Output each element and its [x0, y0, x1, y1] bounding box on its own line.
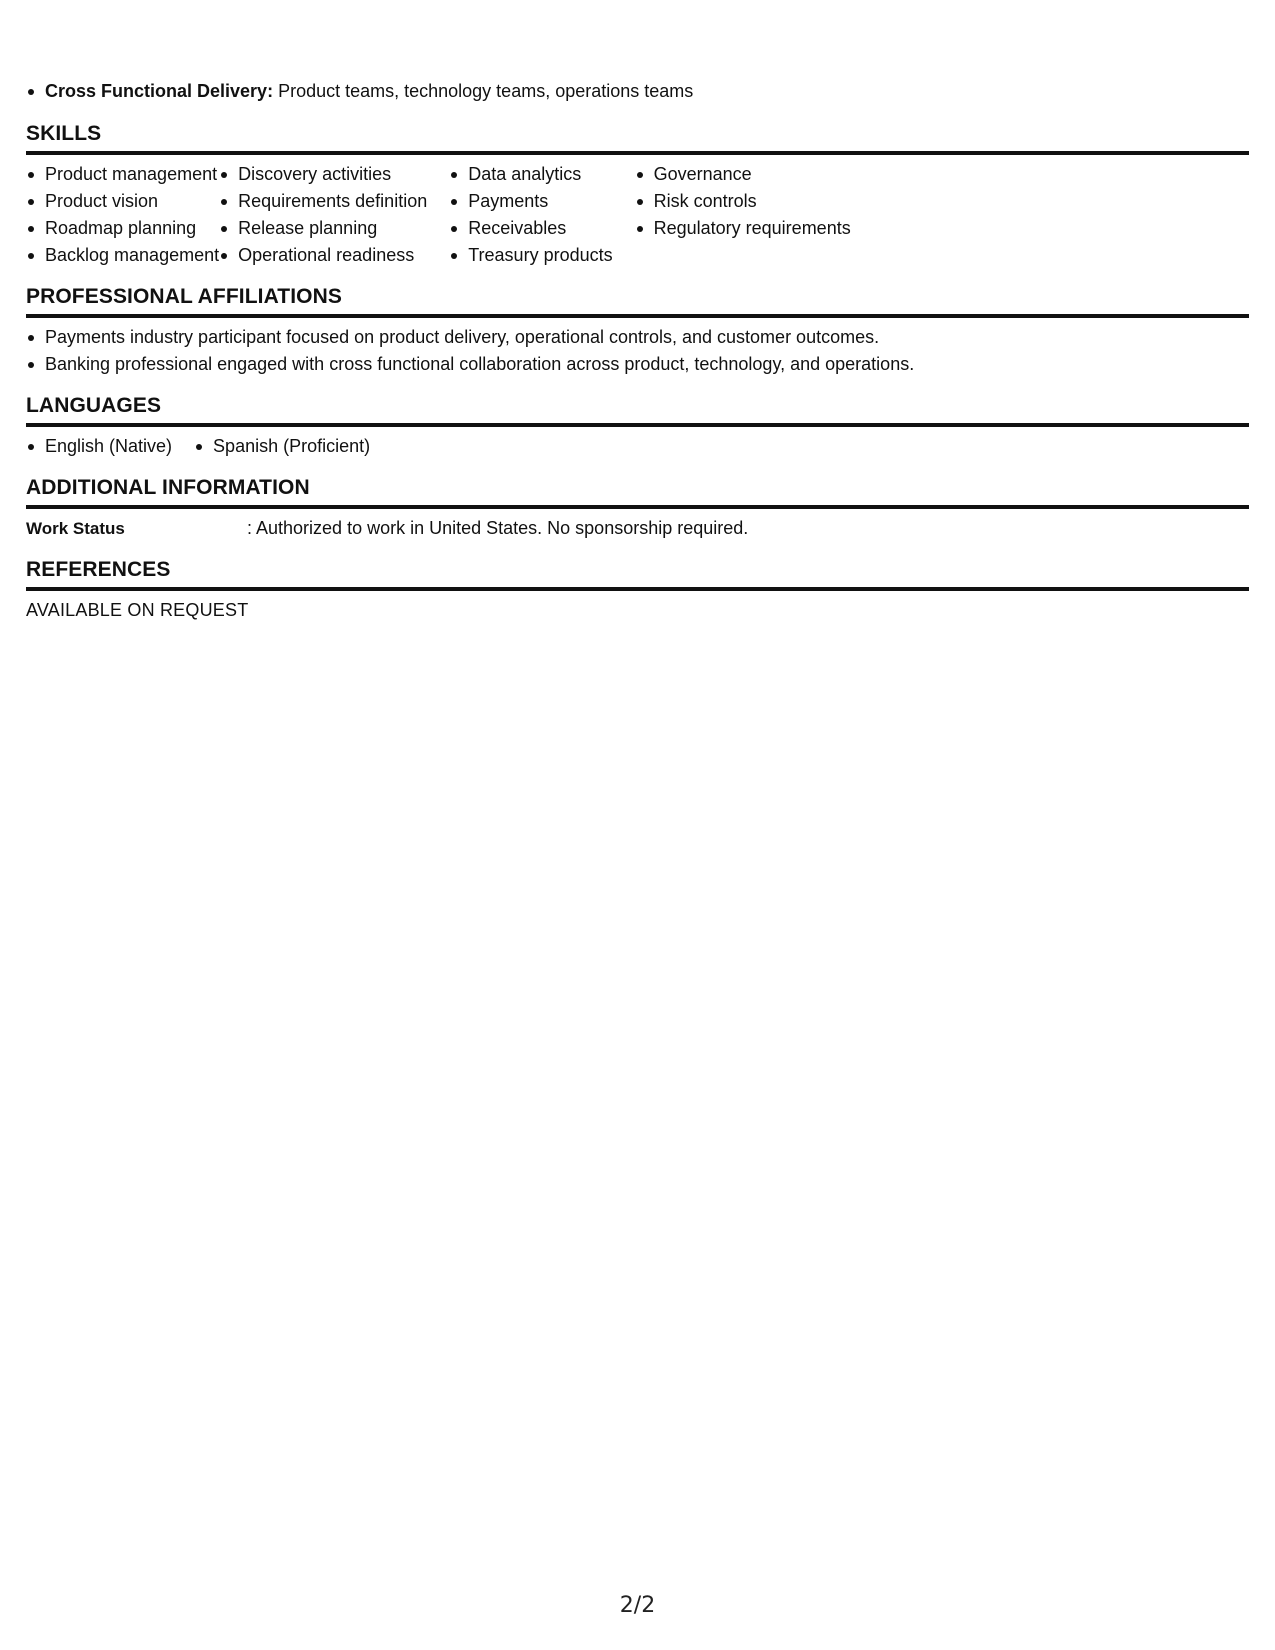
skill-item: Backlog management — [26, 242, 219, 269]
bullet-icon — [637, 226, 643, 232]
skill-item: Operational readiness — [219, 242, 427, 269]
bullet-icon — [28, 199, 34, 205]
skills-column-4 — [635, 161, 851, 269]
skill-item: Release planning — [219, 215, 427, 242]
bullet-icon — [221, 253, 227, 259]
additional-info-heading: ADDITIONAL INFORMATION — [26, 475, 1249, 509]
skills-column-3 — [449, 161, 612, 269]
affiliation-item: Banking professional engaged with cross functional collaboration across product, technology, and operations. — [26, 351, 1249, 378]
bullet-icon — [28, 444, 34, 450]
affiliations-section — [26, 284, 1249, 378]
skill-item: Receivables — [449, 215, 612, 242]
bullet-icon — [28, 362, 34, 368]
cross-functional-delivery-label: Cross Functional Delivery: — [45, 81, 274, 101]
bullet-icon — [451, 226, 457, 232]
languages-list — [26, 433, 1249, 460]
skill-item: Roadmap planning — [26, 215, 219, 242]
bullet-icon — [221, 226, 227, 232]
skills-section — [26, 121, 1249, 269]
languages-heading: LANGUAGES — [26, 393, 1249, 427]
references-section — [26, 557, 1249, 624]
bullet-icon — [451, 199, 457, 205]
skill-item: Product vision — [26, 188, 219, 215]
work-status-row — [26, 515, 1249, 542]
affiliations-heading: PROFESSIONAL AFFILIATIONS — [26, 284, 1249, 318]
skills-heading: SKILLS — [26, 121, 1249, 155]
skill-item: Regulatory requirements — [635, 215, 851, 242]
languages-section — [26, 393, 1249, 460]
skill-item: Risk controls — [635, 188, 851, 215]
skill-item: Governance — [635, 161, 851, 188]
page-number: 2/2 — [619, 1593, 656, 1618]
bullet-icon — [28, 253, 34, 259]
bullet-icon — [28, 172, 34, 178]
skill-item: Payments — [449, 188, 612, 215]
cross-functional-delivery-item — [26, 78, 1249, 104]
work-status-value: : Authorized to work in United States. No sponsorship required. — [247, 518, 749, 538]
bullet-icon — [451, 172, 457, 178]
bullet-icon — [451, 253, 457, 259]
skills-grid — [26, 155, 1249, 269]
skill-item: Data analytics — [449, 161, 612, 188]
additional-info-section — [26, 475, 1249, 542]
language-item: Spanish (Proficient) — [194, 433, 370, 460]
bullet-icon — [28, 89, 34, 95]
references-heading: REFERENCES — [26, 557, 1249, 591]
skill-item: Requirements definition — [219, 188, 427, 215]
language-item: English (Native) — [26, 433, 172, 460]
skill-item: Product management — [26, 161, 219, 188]
bullet-icon — [637, 172, 643, 178]
skills-column-2 — [219, 161, 427, 269]
bullet-icon — [221, 172, 227, 178]
bullet-icon — [637, 199, 643, 205]
cross-functional-delivery-text: Product teams, technology teams, operations teams — [273, 81, 694, 101]
bullet-icon — [196, 444, 202, 450]
bullet-icon — [28, 335, 34, 341]
skill-item: Treasury products — [449, 242, 612, 269]
affiliations-list — [26, 324, 1249, 378]
references-text: AVAILABLE ON REQUEST — [26, 600, 249, 620]
skills-column-1 — [26, 161, 219, 269]
work-status-label: Work Status — [26, 519, 125, 538]
bullet-icon — [221, 199, 227, 205]
resume-page — [26, 78, 1249, 639]
skill-item: Discovery activities — [219, 161, 427, 188]
affiliation-item: Payments industry participant focused on product delivery, operational controls, and customer outcomes. — [26, 324, 1249, 351]
bullet-icon — [28, 226, 34, 232]
